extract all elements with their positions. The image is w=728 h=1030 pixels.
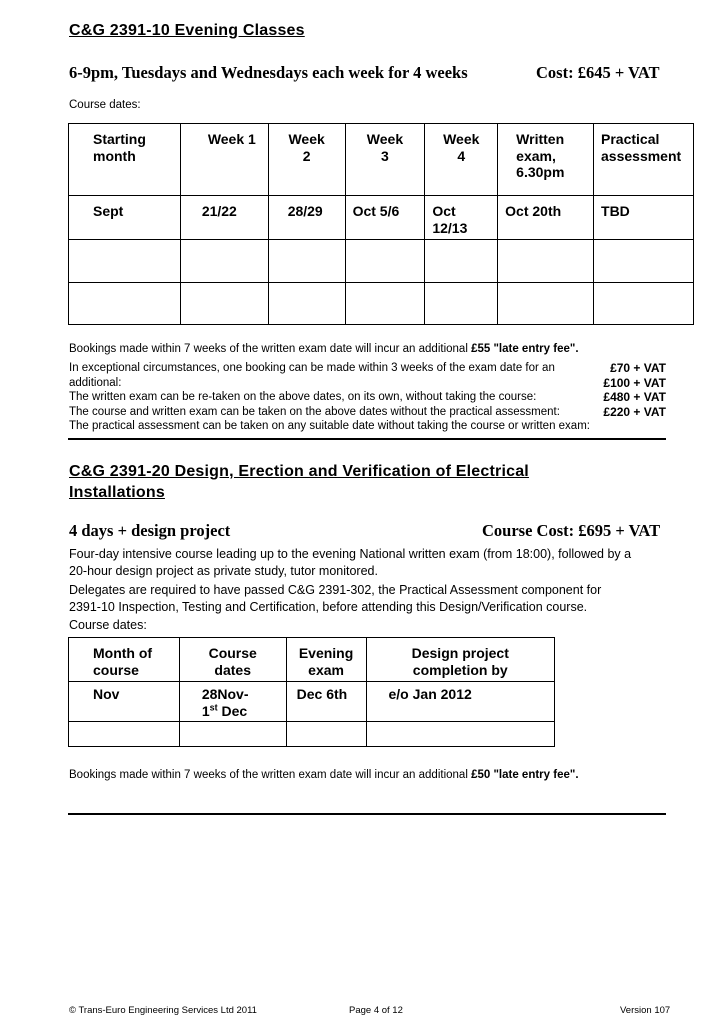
section1-dates-table <box>68 123 694 325</box>
header-week-4: Week 4 <box>425 124 498 196</box>
cell-month: Nov <box>69 682 180 722</box>
section1-booking-note: Bookings made within 7 weeks of the written exam date will incur an additional £55 "late entry fee". <box>69 343 579 355</box>
price-list <box>69 361 609 434</box>
section1-schedule: 6-9pm, Tuesdays and Wednesdays each week for 4 weeks <box>69 63 468 82</box>
table-row <box>69 722 555 747</box>
header-design-project: Design project completion by <box>366 638 555 682</box>
section2-title: C&G 2391-20 Design, Erection and Verification of Electrical Installations <box>69 463 529 501</box>
cell-practical: TBD <box>594 196 694 240</box>
cell-month: Sept <box>69 196 181 240</box>
cell-evening-exam: Dec 6th <box>286 682 366 722</box>
price-value: £70 + VAT <box>610 361 666 375</box>
cell-written-exam: Oct 20th <box>498 196 594 240</box>
price-value: £100 + VAT <box>603 375 666 390</box>
price-line-text: The written exam can be re-taken on the above dates, on its own, without taking the course: <box>69 391 537 403</box>
header-month-of-course: Month of course <box>69 638 180 682</box>
price-values <box>603 361 666 419</box>
header-written-exam: Written exam, 6.30pm <box>498 124 594 196</box>
header-starting-month: Starting month <box>69 124 181 196</box>
section1-course-dates-label: Course dates: <box>69 99 141 111</box>
header-course-dates: Course dates <box>179 638 286 682</box>
header-week-1: Week 1 <box>180 124 268 196</box>
header-week-2: Week 2 <box>268 124 345 196</box>
section2-booking-note: Bookings made within 7 weeks of the written exam date will incur an additional £50 "late entry fee". <box>69 769 579 781</box>
section1-cost: Cost: £645 + VAT <box>536 63 660 82</box>
table-row <box>69 682 555 722</box>
price-line-text: In exceptional circumstances, one booking can be made within 3 weeks of the exam date for an additional: <box>69 362 555 389</box>
table-row <box>69 283 694 325</box>
footer-copyright: © Trans-Euro Engineering Services Ltd 2011 <box>69 1005 257 1016</box>
section2-dates-table <box>68 637 555 747</box>
price-line-text: The course and written exam can be taken on the above dates without the practical assessment: <box>69 405 560 418</box>
section-divider <box>68 438 666 440</box>
header-practical-assessment: Practical assessment <box>594 124 694 196</box>
table-header-row <box>69 124 694 196</box>
section2-intro: Four-day intensive course leading up to the evening National written exam (from 18:00), followed by a 20-hour design project as private study, tutor monitored. <box>69 547 632 578</box>
section1-title: C&G 2391-10 Evening Classes <box>69 22 305 39</box>
price-value: £480 + VAT <box>603 390 666 404</box>
cell-week2: 28/29 <box>268 196 345 240</box>
price-value: £220 + VAT <box>603 404 666 419</box>
section-divider <box>68 813 666 815</box>
cell-completion: e/o Jan 2012 <box>366 682 555 722</box>
cell-week1: 21/22 <box>180 196 268 240</box>
header-evening-exam: Evening exam <box>286 638 366 682</box>
section2-prerequisite: Delegates are required to have passed C&G 2391-302, the Practical Assessment component for 2391-10 Inspection, Testing and Certification, before attending this Design/Verification course. <box>69 583 602 614</box>
section2-duration: 4 days + design project <box>69 521 231 540</box>
footer-page-number: Page 4 of 12 <box>349 1005 403 1016</box>
cell-week4: Oct 12/13 <box>425 196 498 240</box>
header-week-3: Week 3 <box>345 124 425 196</box>
section2-cost: Course Cost: £695 + VAT <box>482 521 661 540</box>
cell-week3: Oct 5/6 <box>345 196 425 240</box>
table-row <box>69 196 694 240</box>
section2-course-dates-label: Course dates: <box>69 618 147 632</box>
table-header-row <box>69 638 555 682</box>
price-line-text: The practical assessment can be taken on any suitable date without taking the course or written exam: <box>69 420 590 432</box>
cell-course-dates: 28Nov- 1st Dec <box>179 682 286 722</box>
table-row <box>69 240 694 283</box>
footer-version: Version 107 <box>620 1005 671 1016</box>
